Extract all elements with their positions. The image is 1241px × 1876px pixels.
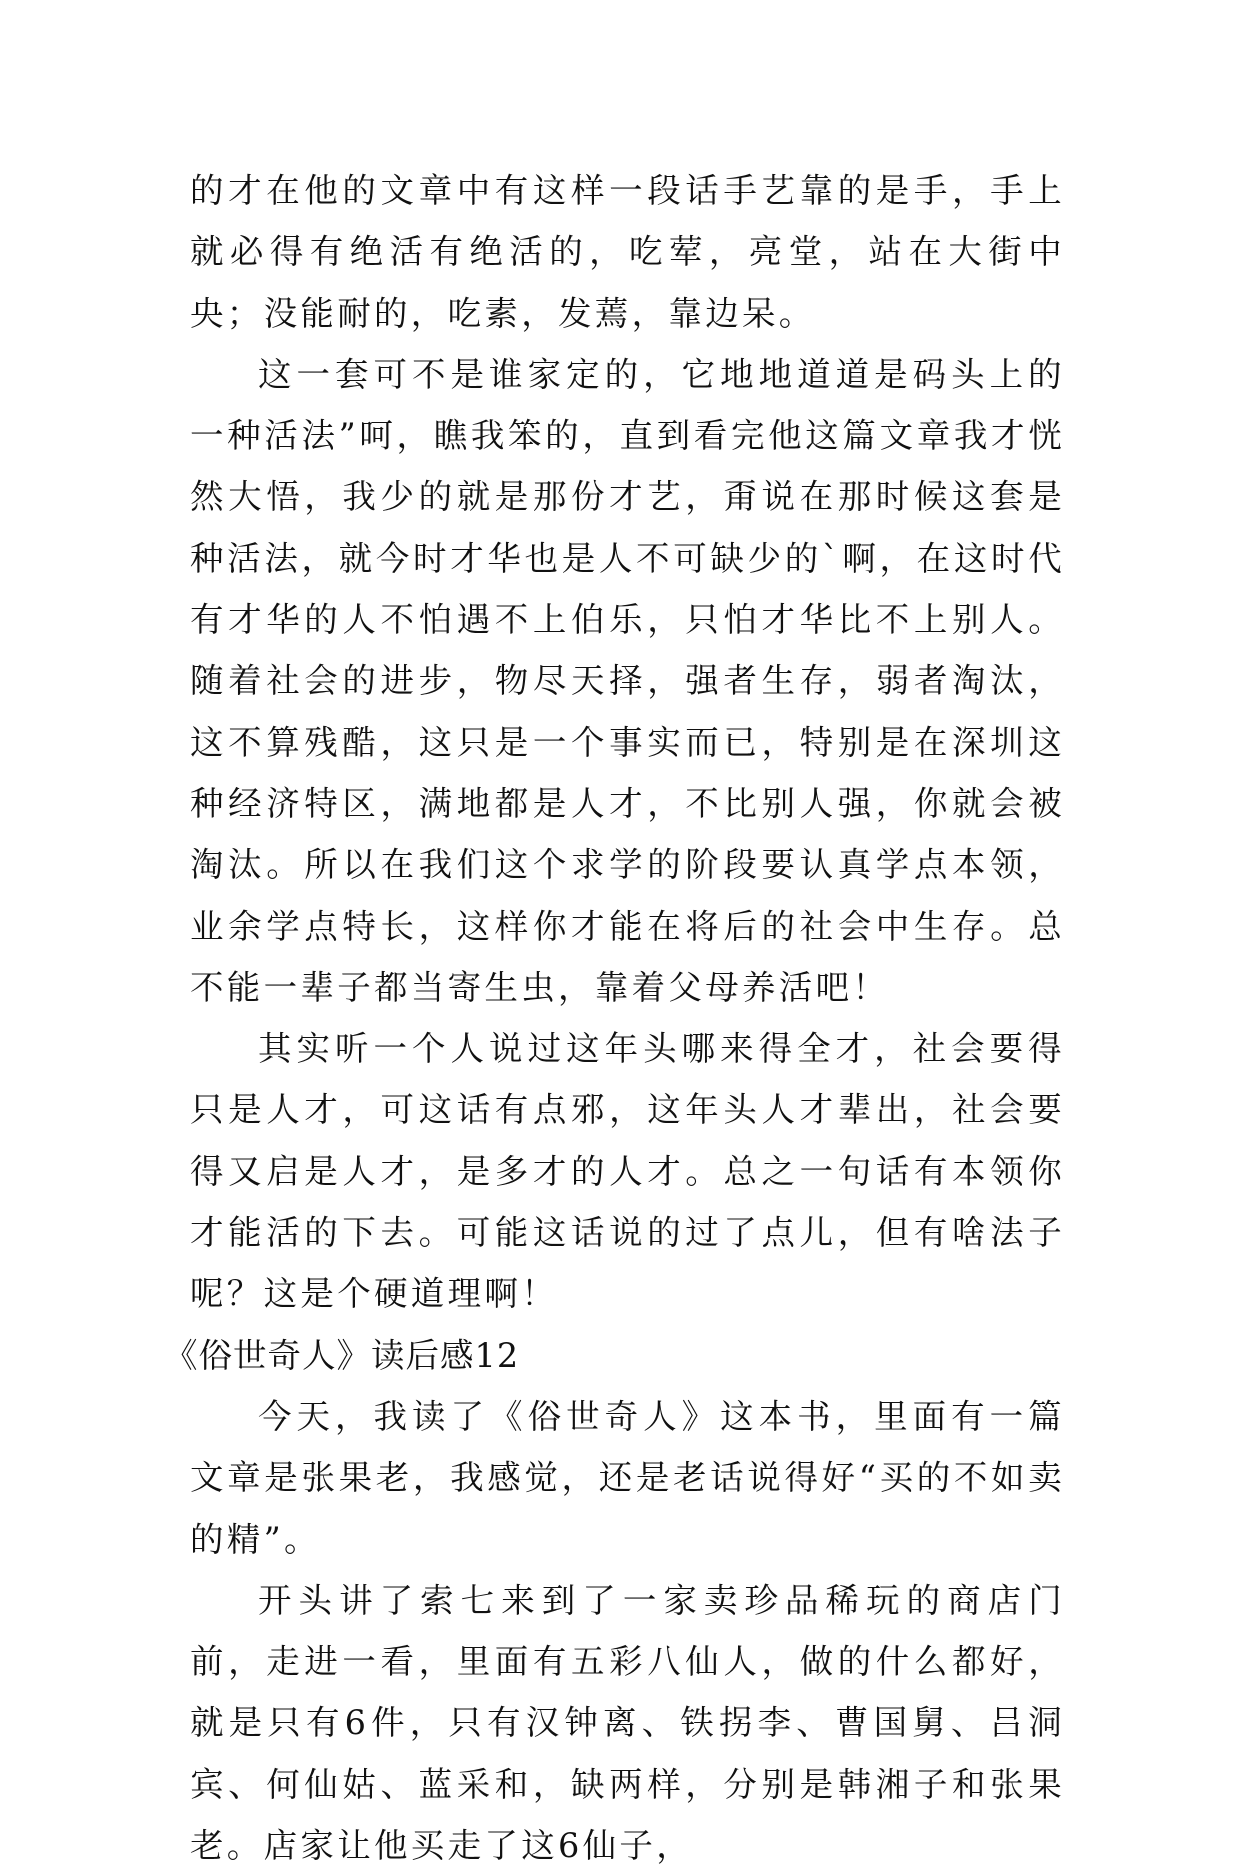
document-body [164, 160, 1065, 1876]
paragraph-2: 这一套可不是谁家定的，它地地道道是码头上的一种活法”呵，瞧我笨的，直到看完他这篇文章我才恍然大悟，我少的就是那份才艺，甭说在那时候这套是种活法，就今时才华也是人不可缺少的`啊，在这时代有才华的人不怕遇不上伯乐，只怕才华比不上别人。随着社会的进步，物尽天择，强者生存，弱者淘汰，这不算残酷，这只是一个事实而已，特别是在深圳这种经济特区，满地都是人才，不比别人强，你就会被淘汰。所以在我们这个求学的阶段要认真学点本领，业余学点特长，这样你才能在将后的社会中生存。总不能一辈子都当寄生虫，靠着父母养活吧！ [190, 354, 1065, 1007]
paragraph-4: 今天，我读了《俗世奇人》这本书，里面有一篇文章是张果老，我感觉，还是老话说得好“买的不如卖的精”。 [190, 1396, 1065, 1559]
paragraph-3: 其实听一个人说过这年头哪来得全才，社会要得只是人才，可这话有点邪，这年头人才辈出，社会要得又启是人才，是多才的人才。总之一句话有本领你才能活的下去。可能这话说的过了点儿，但有啥法子呢？这是个硬道理啊！ [190, 1029, 1065, 1314]
section-title: 《俗世奇人》读后感12 [164, 1335, 520, 1375]
paragraph-1: 的才在他的文章中有这样一段话手艺靠的是手，手上就必得有绝活有绝活的，吃荤，亮堂，站在大街中央；没能耐的，吃素，发蔫，靠边呆。 [190, 171, 1065, 333]
paragraph-5: 开头讲了索七来到了一家卖珍品稀玩的商店门前，走进一看，里面有五彩八仙人，做的什么都好，就是只有6件，只有汉钟离、铁拐李、曹国舅、吕洞宾、何仙姑、蓝采和，缺两样，分别是韩湘子和张果老。店家让他买走了这6仙子， [190, 1580, 1065, 1866]
